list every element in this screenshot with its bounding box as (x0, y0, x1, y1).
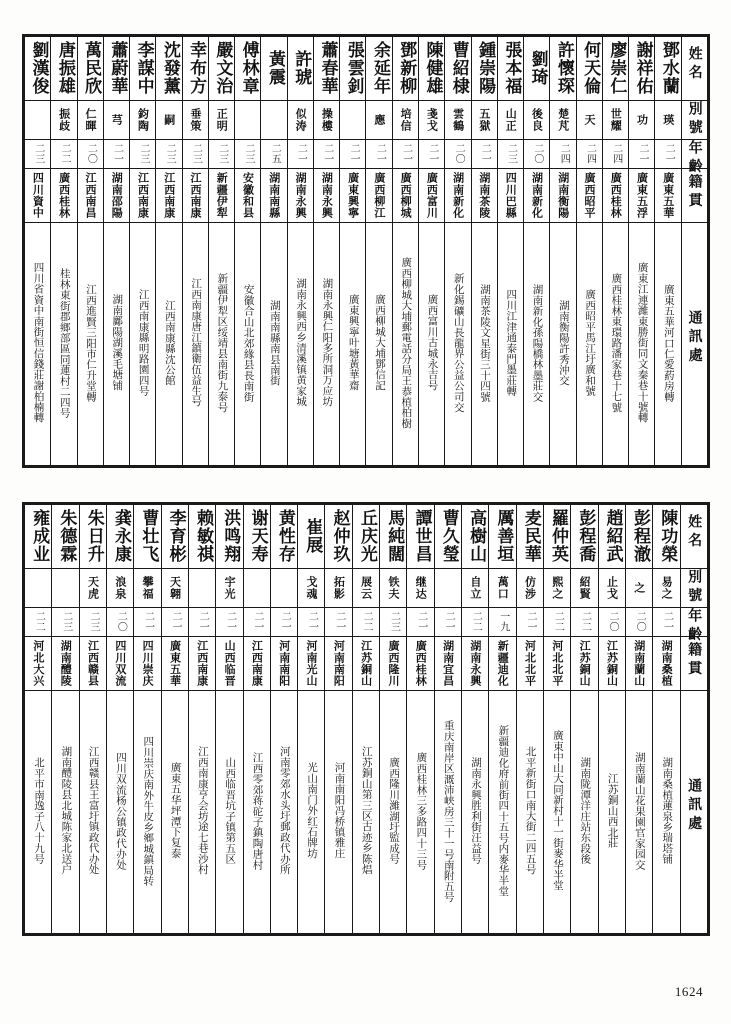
cell-address: 北平新街口南大街二四五号 (516, 690, 543, 933)
cell-native-place: 江西南昌 (77, 169, 103, 222)
cell-name: 龚永康 (106, 505, 133, 569)
header-name: 姓名 (681, 37, 707, 101)
cell-address: 湖南永興西乡清溪镇黄家城 (287, 222, 313, 465)
cell-alias: 天虎 (79, 568, 106, 607)
cell-address: 廣東興寧叶塘黃華齋 (340, 222, 366, 465)
cell-alias: 似涛 (287, 100, 313, 139)
row-aliases (25, 568, 708, 607)
cell-native-place: 湖南桑植 (653, 637, 680, 690)
cell-age: 二三 (130, 139, 156, 168)
cell-native-place: 廣西桂林 (407, 637, 434, 690)
cell-native-place: 廣西桂林 (602, 169, 628, 222)
cell-native-place: 四川巴縣 (497, 169, 523, 222)
cell-name: 譚世昌 (407, 505, 434, 569)
cell-native-place: 廣西昭平 (576, 169, 602, 222)
cell-address: 廣西桂林三多路四十三号 (407, 690, 434, 933)
cell-native-place: 廣西柳城 (392, 169, 418, 222)
cell-name: 曹壮飞 (134, 505, 161, 569)
header-address: 通訊處 (681, 222, 707, 465)
cell-alias: 戈魂 (298, 568, 325, 607)
cell-name: 許懷琛 (550, 37, 576, 101)
cell-address: 江西零郊蒋砣子鎮陶唐村 (243, 690, 270, 933)
header-native-place: 籍貫 (680, 637, 708, 690)
page-number: 1624 (674, 984, 703, 999)
cell-alias: 世耀 (602, 100, 628, 139)
cell-age: 二四 (576, 139, 602, 168)
cell-age: 二一 (287, 139, 313, 168)
cell-name: 羅仲英 (543, 505, 570, 569)
cell-name: 劉漢俊 (25, 37, 51, 101)
cell-age: 二三 (156, 139, 182, 168)
cell-name: 雍成业 (25, 505, 52, 569)
cell-name: 何天倫 (576, 37, 602, 101)
cell-native-place: 廣西桂林 (51, 169, 77, 222)
row-names (25, 37, 708, 101)
cell-native-place: 湖南茶陵 (471, 169, 497, 222)
cell-age: 二一 (325, 607, 352, 636)
cell-name: 蕭蔚華 (103, 37, 129, 101)
cell-name: 李謀中 (130, 37, 156, 101)
cell-alias: 天翱 (161, 568, 188, 607)
cell-name: 陳功榮 (653, 505, 680, 569)
cell-alias: 應 (366, 100, 392, 139)
cell-alias: 功 (629, 100, 655, 139)
cell-native-place: 江西南康 (188, 637, 215, 690)
cell-address: 山西临晋坑子镇第五区 (216, 690, 243, 933)
cell-address: 廣西昭平馬江圩廣和號 (576, 222, 602, 465)
cell-address: 江西南康唐江鎮衛伍益生号 (182, 222, 208, 465)
cell-age: 二三 (497, 139, 523, 168)
cell-native-place: 河北北平 (516, 637, 543, 690)
cell-name: 萬民欣 (77, 37, 103, 101)
cell-alias: 拓影 (325, 568, 352, 607)
cell-alias: 後良 (524, 100, 550, 139)
row-addresses (25, 222, 708, 465)
cell-native-place: 湖南邵陽 (103, 169, 129, 222)
cell-address: 廣東五华坪潭下复泰 (161, 690, 188, 933)
cell-native-place: 廣東五華 (161, 637, 188, 690)
cell-name: 崔展 (298, 505, 325, 569)
cell-name: 黄性存 (270, 505, 297, 569)
row-names (25, 505, 708, 569)
cell-name: 麦民華 (516, 505, 543, 569)
cell-native-place: 四川双流 (106, 637, 133, 690)
cell-age: 二一 (653, 607, 680, 636)
cell-alias (261, 100, 287, 139)
cell-name: 鄧水蘭 (655, 37, 681, 101)
cell-age: 二二 (462, 607, 489, 636)
cell-age: 二〇 (625, 607, 652, 636)
cell-name: 黃震 (261, 37, 287, 101)
cell-alias: 雲鶴 (445, 100, 471, 139)
cell-name: 赵仲玖 (325, 505, 352, 569)
cell-name: 張本福 (497, 37, 523, 101)
cell-address: 安徽合山北郊緣县長南街 (235, 222, 261, 465)
cell-name: 嚴文治 (208, 37, 234, 101)
cell-age: 二二 (571, 607, 598, 636)
cell-alias: 自立 (462, 568, 489, 607)
cell-age: 二〇 (445, 139, 471, 168)
cell-alias: 芎 (103, 100, 129, 139)
cell-address: 廣東中山大同新村十一街麥华半堂 (543, 690, 570, 933)
cell-native-place: 江西赣县 (79, 637, 106, 690)
cell-alias: 继达 (407, 568, 434, 607)
cell-age: 二五 (261, 139, 287, 168)
row-native-places (25, 637, 708, 690)
row-addresses (25, 690, 708, 933)
cell-alias: 萬口 (489, 568, 516, 607)
cell-address: 四川江津通泰門墨莊轉 (497, 222, 523, 465)
roster-table-top (22, 34, 710, 468)
cell-age: 二一 (434, 607, 461, 636)
cell-native-place: 湖南衡陽 (550, 169, 576, 222)
cell-native-place: 江西南康 (156, 169, 182, 222)
cell-age: 二二 (352, 607, 379, 636)
cell-address: 湖南南縣南县南街 (261, 222, 287, 465)
header-name: 姓名 (680, 505, 708, 569)
cell-alias: 嗣 (156, 100, 182, 139)
cell-address: 湖南陇潭洋庄站东段後 (571, 690, 598, 933)
cell-native-place: 廣西隆川 (380, 637, 407, 690)
cell-alias: 五獄 (471, 100, 497, 139)
cell-native-place: 湖南蘭山 (625, 637, 652, 690)
cell-alias (25, 568, 52, 607)
cell-age: 二三 (235, 139, 261, 168)
cell-name: 曹久瑩 (434, 505, 461, 569)
cell-address: 新疆迪化府前街四十五号内麥华半堂 (489, 690, 516, 933)
cell-age: 二一 (243, 607, 270, 636)
cell-age: 二一 (103, 139, 129, 168)
cell-name: 谢天寿 (243, 505, 270, 569)
cell-address: 河南零郊水头圩郵政代办所 (270, 690, 297, 933)
cell-alias: 天 (576, 100, 602, 139)
cell-native-place: 湖南南縣 (261, 169, 287, 222)
cell-age: 二一 (392, 139, 418, 168)
cell-address: 江苏銅山西北莊 (598, 690, 625, 933)
header-age: 年齡 (680, 607, 708, 636)
cell-age: 二一 (188, 607, 215, 636)
cell-native-place: 廣東五華 (655, 169, 681, 222)
cell-alias: 仿涉 (516, 568, 543, 607)
cell-native-place: 湖南宜昌 (434, 637, 461, 690)
cell-native-place: 湖南永興 (462, 637, 489, 690)
cell-name: 謝祥佑 (629, 37, 655, 101)
cell-name: 傅林章 (235, 37, 261, 101)
cell-age: 二〇 (598, 607, 625, 636)
cell-native-place: 湖南永興 (313, 169, 339, 222)
cell-name: 李育彬 (161, 505, 188, 569)
cell-alias: 楚芃 (550, 100, 576, 139)
cell-name: 廖崇仁 (602, 37, 628, 101)
cell-age: 二四 (602, 139, 628, 168)
cell-alias: 仁暉 (77, 100, 103, 139)
cell-alias: 紹賢 (571, 568, 598, 607)
cell-alias: 振歧 (51, 100, 77, 139)
cell-native-place: 江苏銅山 (598, 637, 625, 690)
cell-native-place: 江苏銅山 (352, 637, 379, 690)
cell-name: 余延年 (366, 37, 392, 101)
cell-address: 江西赣县王富圩镇政代办处 (79, 690, 106, 933)
cell-address: 湖南新化孫陽橋林墨莊交 (524, 222, 550, 465)
cell-alias (434, 568, 461, 607)
cell-address: 湖南蘭山花果園官家园交 (625, 690, 652, 933)
cell-native-place: 河北北平 (543, 637, 570, 690)
cell-age: 二一 (340, 139, 366, 168)
cell-age: 二〇 (77, 139, 103, 168)
cell-native-place: 山西临晋 (216, 637, 243, 690)
cell-native-place: 河南光山 (298, 637, 325, 690)
cell-alias: 展云 (352, 568, 379, 607)
cell-alias: 攀福 (134, 568, 161, 607)
row-ages (25, 139, 708, 168)
cell-name: 劉琦 (524, 37, 550, 101)
cell-age: 二一 (629, 139, 655, 168)
cell-age: 二三 (182, 139, 208, 168)
cell-native-place: 安徽和县 (235, 169, 261, 222)
cell-name: 陳健雄 (418, 37, 444, 101)
cell-alias (188, 568, 215, 607)
cell-name: 曹紹棣 (445, 37, 471, 101)
cell-native-place: 新疆迪化 (489, 637, 516, 690)
cell-native-place: 廣西富川 (418, 169, 444, 222)
header-native-place: 籍貫 (681, 169, 707, 222)
cell-alias: 熙之 (543, 568, 570, 607)
cell-age: 二一 (366, 139, 392, 168)
cell-native-place: 河南南阳 (325, 637, 352, 690)
cell-native-place: 廣東興寧 (340, 169, 366, 222)
cell-address: 湖南鄺陽湖溪毛塘铺 (103, 222, 129, 465)
cell-address: 四川双流杨公镇政代办处 (106, 690, 133, 933)
cell-address: 重庆南岸区溉沛峡房三十一号南附五号 (434, 690, 461, 933)
cell-age: 二〇 (524, 139, 550, 168)
cell-name: 趙紹武 (598, 505, 625, 569)
cell-name: 鍾崇陽 (471, 37, 497, 101)
cell-alias (340, 100, 366, 139)
cell-age: 二二 (543, 607, 570, 636)
cell-address: 江西南康縣沈公館 (156, 222, 182, 465)
cell-name: 唐振雄 (51, 37, 77, 101)
cell-name: 幸布方 (182, 37, 208, 101)
cell-name: 洪鸣翔 (216, 505, 243, 569)
header-alias: 別號 (681, 100, 707, 139)
cell-native-place: 廣西柳江 (366, 169, 392, 222)
cell-name: 彭程澈 (625, 505, 652, 569)
cell-native-place: 四川崇庆 (134, 637, 161, 690)
cell-age: 二一 (313, 139, 339, 168)
cell-address: 廣東五華河口仁愛葯房轉 (655, 222, 681, 465)
roster-grid (24, 36, 708, 466)
cell-address: 廣西桂林東環路潘家巷十七號 (602, 222, 628, 465)
cell-address: 新化錫礦山長龍界公益公司交 (445, 222, 471, 465)
cell-alias: 垂策 (182, 100, 208, 139)
cell-address: 廣西柳城大埔鄧信記 (366, 222, 392, 465)
cell-address: 河南南阳冯桥镇雅庄 (325, 690, 352, 933)
cell-native-place: 湖南新化 (445, 169, 471, 222)
cell-name: 蕭春華 (313, 37, 339, 101)
cell-address: 湖南醴陵县北城陈家北送户 (52, 690, 79, 933)
cell-name: 赖敏祺 (188, 505, 215, 569)
cell-native-place: 四川資中 (25, 169, 51, 222)
cell-age: 二一 (418, 139, 444, 168)
cell-address: 江西南康亨会坊途七巷沙村 (188, 690, 215, 933)
cell-age: 二二 (51, 139, 77, 168)
cell-native-place: 廣東五浮 (629, 169, 655, 222)
cell-address: 湖南衡陽許秀沖交 (550, 222, 576, 465)
cell-alias (235, 100, 261, 139)
cell-native-place: 河北大兴 (25, 637, 52, 690)
cell-native-place: 湖南新化 (524, 169, 550, 222)
cell-address: 湖南茶陵文星街三十四號 (471, 222, 497, 465)
row-ages (25, 607, 708, 636)
cell-name: 張雲釗 (340, 37, 366, 101)
cell-native-place: 江西南康 (182, 169, 208, 222)
cell-alias: 操樓 (313, 100, 339, 139)
cell-address: 四川省資中南街恒信錢莊謝柏楠轉 (25, 222, 51, 465)
cell-native-place: 湖南醴陵 (52, 637, 79, 690)
cell-alias (52, 568, 79, 607)
cell-age: 二一 (161, 607, 188, 636)
cell-age: 二三 (380, 607, 407, 636)
cell-address: 新疆伊犁区绥靖县南街九泰号 (208, 222, 234, 465)
header-alias: 別號 (680, 568, 708, 607)
cell-alias: 铁夫 (380, 568, 407, 607)
cell-alias (25, 100, 51, 139)
cell-native-place: 江西南康 (243, 637, 270, 690)
cell-age: 二三 (52, 607, 79, 636)
cell-name: 馬純闊 (380, 505, 407, 569)
cell-name: 厲善垣 (489, 505, 516, 569)
cell-address: 廣西隆川濰湖圩監成号 (380, 690, 407, 933)
cell-name: 許琥 (287, 37, 313, 101)
cell-native-place: 湖南永興 (287, 169, 313, 222)
cell-age: 二二 (25, 607, 52, 636)
cell-address: 廣東江連濰東勝街同文秦巷十號轉 (629, 222, 655, 465)
cell-age: 二四 (550, 139, 576, 168)
cell-alias: 宇光 (216, 568, 243, 607)
cell-alias: 浪泉 (106, 568, 133, 607)
cell-alias: 培信 (392, 100, 418, 139)
cell-age: 二一 (270, 607, 297, 636)
cell-name: 高樹山 (462, 505, 489, 569)
cell-age: 二三 (208, 139, 234, 168)
cell-address: 江苏銅山第三区古迹乡陈焻 (352, 690, 379, 933)
cell-alias: 山正 (497, 100, 523, 139)
cell-address: 江西南康縣明路園四号 (130, 222, 156, 465)
cell-name: 朱日升 (79, 505, 106, 569)
cell-age: 二〇 (106, 607, 133, 636)
cell-age: 二一 (516, 607, 543, 636)
cell-native-place: 河南南阳 (270, 637, 297, 690)
cell-native-place: 江西南康 (130, 169, 156, 222)
cell-age: 二一 (407, 607, 434, 636)
cell-age: 二一 (298, 607, 325, 636)
cell-alias: 易之 (653, 568, 680, 607)
cell-address: 江西進賢三阳市仁升堂轉 (77, 222, 103, 465)
cell-alias: 正明 (208, 100, 234, 139)
cell-address: 桂林東街郡鄉部區同蓮村二四号 (51, 222, 77, 465)
header-address: 通訊處 (680, 690, 708, 933)
cell-age: 二一 (655, 139, 681, 168)
cell-age: 二三 (25, 139, 51, 168)
cell-alias: 鈞陶 (130, 100, 156, 139)
cell-address: 光山南门外红石牌坊 (298, 690, 325, 933)
cell-age: 二一 (216, 607, 243, 636)
cell-address: 湖南永興仁阳多所洞万应坊 (313, 222, 339, 465)
cell-alias (243, 568, 270, 607)
row-native-places (25, 169, 708, 222)
cell-native-place: 江苏銅山 (571, 637, 598, 690)
cell-name: 沈發薰 (156, 37, 182, 101)
cell-alias: 之 (625, 568, 652, 607)
cell-age: 二三 (79, 607, 106, 636)
cell-age: 二一 (471, 139, 497, 168)
header-age: 年齡 (681, 139, 707, 168)
cell-name: 朱德霖 (52, 505, 79, 569)
cell-name: 鄧新柳 (392, 37, 418, 101)
cell-age: 二一 (134, 607, 161, 636)
cell-address: 湖南永興胜利街汪益号 (462, 690, 489, 933)
cell-address: 北平市南逸子八十九号 (25, 690, 52, 933)
cell-address: 廣西富川古城永吉号 (418, 222, 444, 465)
cell-age: 一九 (489, 607, 516, 636)
cell-name: 丘庆光 (352, 505, 379, 569)
cell-alias (270, 568, 297, 607)
cell-native-place: 新疆伊犁 (208, 169, 234, 222)
roster-table-bottom (22, 502, 710, 936)
cell-address: 廣西柳城大埔郵電話分局王恭植柏樹 (392, 222, 418, 465)
cell-alias: 戔戈 (418, 100, 444, 139)
cell-name: 彭程喬 (571, 505, 598, 569)
roster-grid (24, 504, 708, 934)
cell-alias: 瑛 (655, 100, 681, 139)
cell-alias: 止戈 (598, 568, 625, 607)
cell-address: 湖南桑植蓮泉乡瑞塔铺 (653, 690, 680, 933)
row-aliases (25, 100, 708, 139)
cell-address: 四川崇庆南外牛皮乡鄉城鎮局转 (134, 690, 161, 933)
